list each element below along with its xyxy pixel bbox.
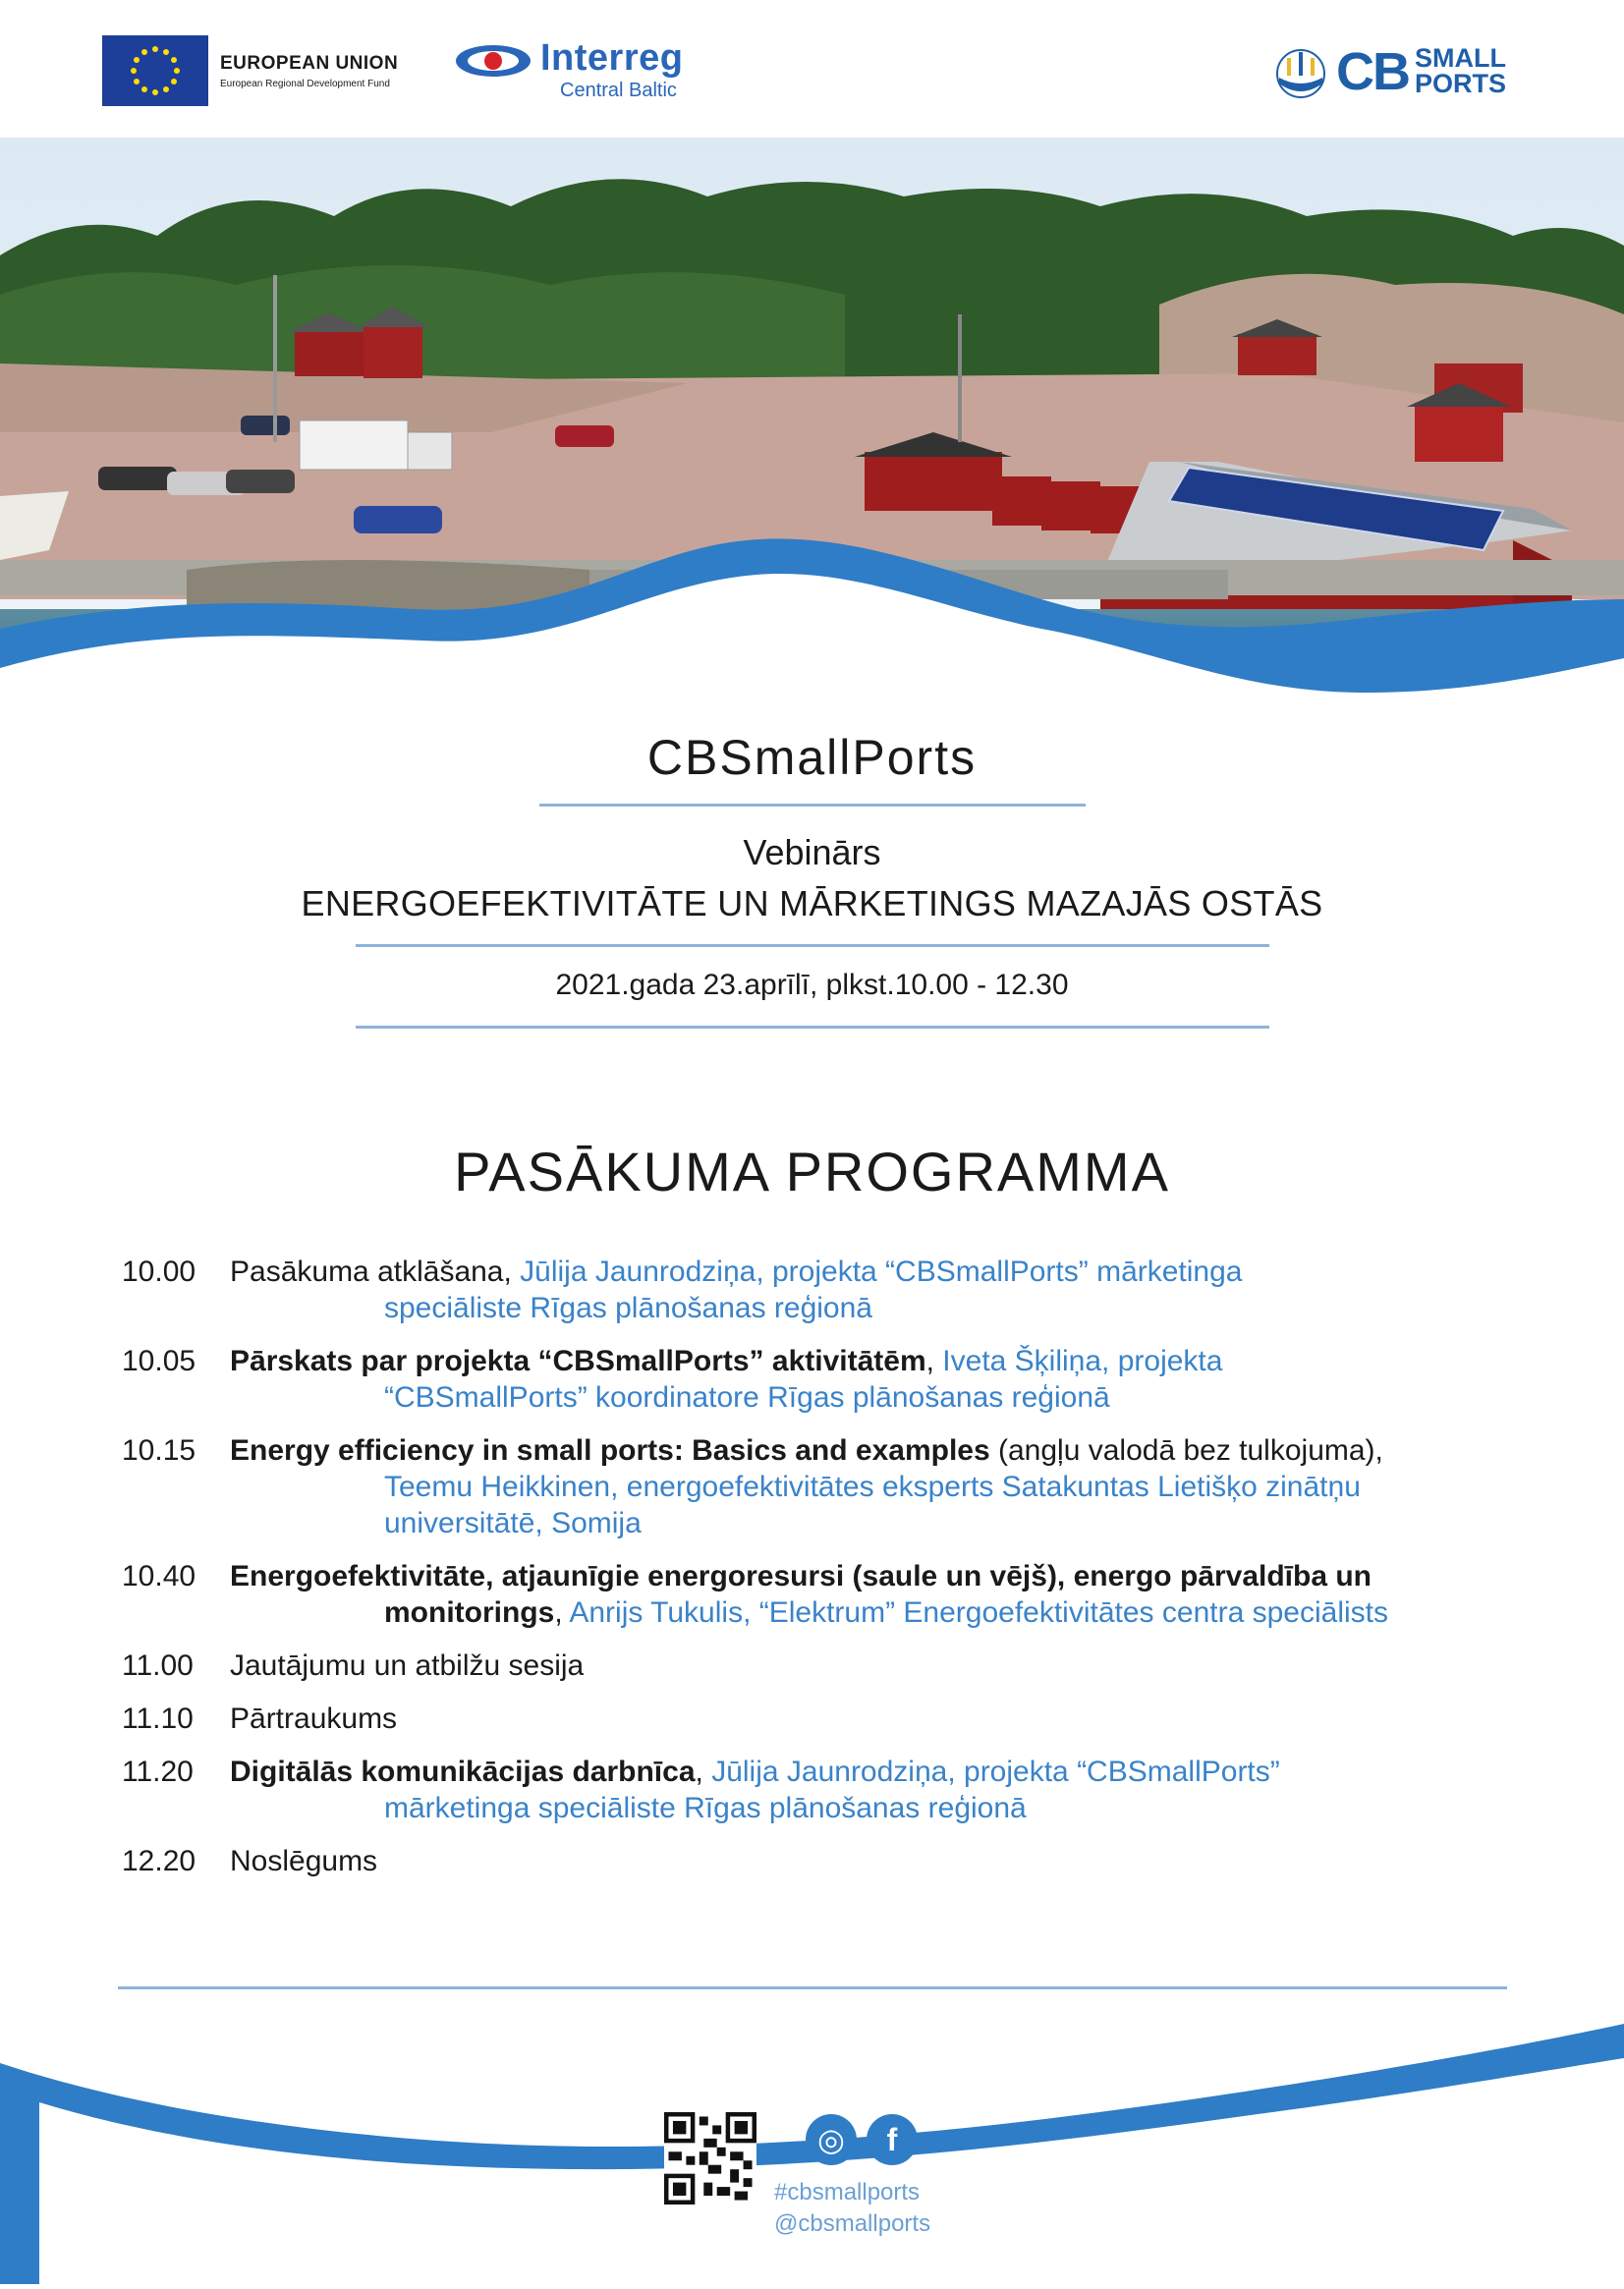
handle[interactable]: @cbsmallports <box>774 2210 931 2237</box>
hero-harbour-photo <box>0 138 1624 766</box>
item-separator: , <box>925 1345 943 1377</box>
event-title: ENERGOEFEKTIVITĀTE UN MĀRKETINGS MAZAJĀS OSTĀS <box>301 883 1323 923</box>
item-title: Pārtraukums <box>230 1703 398 1735</box>
interreg-name: Interreg <box>540 37 684 79</box>
item-speaker-cont: universitātē, Somija <box>384 1507 642 1539</box>
cb-mark: CB <box>1336 42 1409 101</box>
item-speaker: Anrijs Tukulis, “Elektrum” Energoefektivitātes centra speciālists <box>569 1596 1388 1629</box>
program-item <box>122 1647 1537 1684</box>
item-title: Energy efficiency in small ports: Basics and examples <box>230 1434 990 1467</box>
program-item <box>122 1343 1537 1416</box>
program-item <box>122 1558 1537 1631</box>
instagram-icon[interactable]: ◎ <box>806 2114 857 2165</box>
program-item <box>122 1754 1537 1826</box>
item-speaker-cont: mārketinga speciāliste Rīgas plānošanas reģionā <box>384 1792 1027 1824</box>
item-time: 11.00 <box>122 1649 194 1682</box>
cb-port-icon <box>1273 44 1328 99</box>
interreg-sub: Central Baltic <box>560 80 677 101</box>
item-time: 10.15 <box>122 1434 196 1467</box>
item-title: Pasākuma atklāšana <box>230 1256 504 1288</box>
facebook-icon[interactable]: f <box>867 2114 918 2165</box>
item-note: (angļu valodā bez tulkojuma), <box>989 1434 1383 1467</box>
item-title: Jautājumu un atbilžu sesija <box>230 1649 585 1682</box>
item-title: Energoefektivitāte, atjaunīgie energoresursi (saule un vējš), energo pārvaldība un <box>230 1560 1372 1592</box>
item-speaker: Teemu Heikkinen, energoefektivitātes eksperts Satakuntas Lietišķo zinātņu <box>384 1471 1361 1503</box>
eu-fund: European Regional Development Fund <box>220 78 390 89</box>
item-title: Noslēgums <box>230 1845 378 1877</box>
item-time: 11.20 <box>122 1756 194 1788</box>
item-speaker: Jūlija Jaunrodziņa, projekta “CBSmallPorts” mārketinga <box>520 1256 1243 1288</box>
webinar-label: Vebinārs <box>743 832 881 872</box>
social-links <box>806 2114 918 2165</box>
item-time: 11.10 <box>122 1703 194 1735</box>
item-time: 10.00 <box>122 1256 196 1288</box>
item-speaker: Jūlija Jaunrodziņa, projekta “CBSmallPorts” <box>711 1756 1280 1788</box>
eu-flag-icon <box>102 35 208 106</box>
item-time: 10.40 <box>122 1560 196 1592</box>
program-item <box>122 1432 1537 1541</box>
item-title-cont: monitorings <box>384 1596 555 1629</box>
item-title: Pārskats par projekta “CBSmallPorts” aktivitātēm <box>230 1345 926 1377</box>
program-title: PASĀKUMA PROGRAMMA <box>454 1141 1170 1202</box>
divider <box>118 1986 1507 1989</box>
item-title: Digitālās komunikācijas darbnīca <box>230 1756 696 1788</box>
divider <box>356 1026 1269 1029</box>
item-separator: , <box>554 1596 570 1629</box>
brand-title: CBSmallPorts <box>646 730 978 785</box>
item-speaker: Iveta Šķiliņa, projekta <box>942 1345 1223 1377</box>
cb-word-ports: PORTS <box>1415 69 1507 98</box>
interreg-swirl-icon <box>454 39 532 83</box>
divider <box>539 804 1086 807</box>
interreg-logo <box>454 39 683 100</box>
cb-word-small: SMALL <box>1415 43 1506 74</box>
program-item <box>122 1254 1537 1326</box>
eu-name: EUROPEAN UNION <box>220 52 399 74</box>
program-item <box>122 1843 1537 1879</box>
item-separator: , <box>695 1756 712 1788</box>
program-item <box>122 1701 1537 1737</box>
cbsmallports-logo <box>1273 41 1506 102</box>
logo-bar <box>0 0 1624 138</box>
item-separator: , <box>503 1256 521 1288</box>
social-handles <box>774 2177 930 2240</box>
qr-code-icon[interactable] <box>664 2112 756 2205</box>
event-date: 2021.gada 23.aprīlī, plkst.10.00 - 12.30 <box>555 969 1069 1001</box>
item-speaker-cont: “CBSmallPorts” koordinatore Rīgas plānošanas reģionā <box>384 1381 1110 1414</box>
program-list <box>122 1254 1537 1896</box>
title-block <box>0 729 1624 1029</box>
item-speaker-cont: speciāliste Rīgas plānošanas reģionā <box>384 1292 872 1324</box>
hashtag[interactable]: #cbsmallports <box>774 2179 921 2205</box>
eu-logo <box>102 35 398 106</box>
divider <box>356 944 1269 947</box>
item-time: 10.05 <box>122 1345 196 1377</box>
item-time: 12.20 <box>122 1845 196 1877</box>
